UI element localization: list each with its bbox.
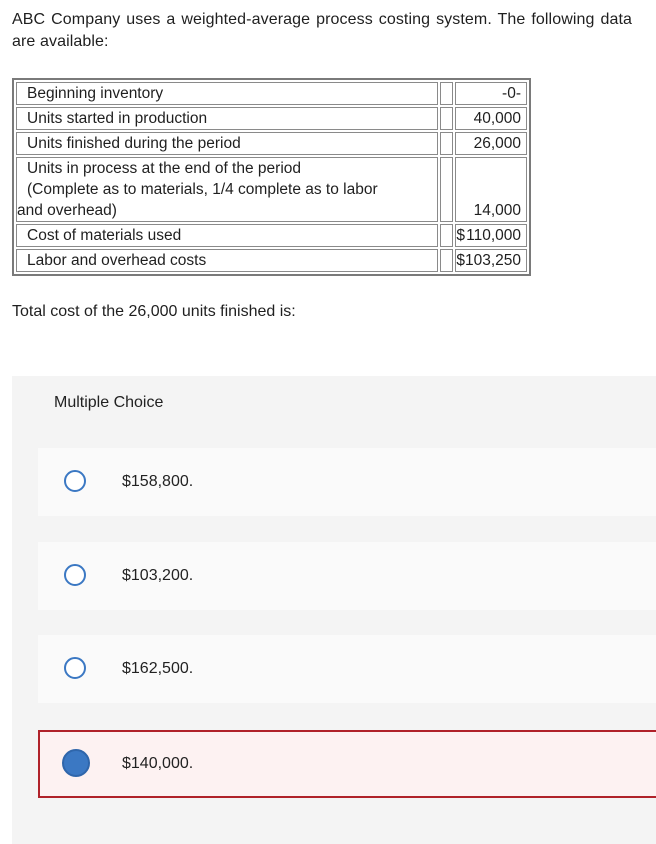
- table-row: [16, 249, 527, 272]
- currency-symbol: $: [456, 252, 465, 269]
- question-text: ABC Company uses a weighted-average process costing system. The following data are available:: [12, 11, 632, 50]
- row-label: Units started in production: [16, 107, 438, 130]
- table-row: [16, 224, 527, 247]
- row-value: -0-: [455, 82, 527, 105]
- row-label: Cost of materials used: [16, 224, 438, 247]
- question-prompt: Total cost of the 26,000 units finished is:: [12, 303, 296, 320]
- choice-option-a[interactable]: [38, 448, 656, 516]
- table-row: [16, 132, 527, 155]
- multiple-choice-title: Multiple Choice: [54, 394, 164, 411]
- row-value: $ 110,000: [455, 224, 527, 247]
- choice-option-b[interactable]: [38, 542, 656, 610]
- table-row: [16, 107, 527, 130]
- row-value: 26,000: [455, 132, 527, 155]
- choice-label: $103,200.: [122, 567, 194, 584]
- radio-button-icon[interactable]: [64, 564, 86, 586]
- data-table: [12, 78, 531, 276]
- choice-option-d-selected[interactable]: [38, 730, 656, 798]
- choice-label: $140,000.: [122, 755, 194, 772]
- table-row: [16, 82, 527, 105]
- table-row: [16, 157, 527, 222]
- row-value: 14,000: [455, 157, 527, 222]
- row-label: Units finished during the period: [16, 132, 438, 155]
- choice-option-c[interactable]: [38, 635, 656, 703]
- row-label: Beginning inventory: [16, 82, 438, 105]
- choice-label: $158,800.: [122, 473, 194, 490]
- row-value: $ 103,250: [455, 249, 527, 272]
- radio-button-icon[interactable]: [64, 470, 86, 492]
- row-label: Units in process at the end of the period (Complete as to materials, 1/4 complete as to labor and overhead): [16, 157, 438, 222]
- choice-label: $162,500.: [122, 660, 194, 677]
- currency-symbol: $: [456, 227, 465, 244]
- row-value: 40,000: [455, 107, 527, 130]
- row-label: Labor and overhead costs: [16, 249, 438, 272]
- radio-button-selected-icon[interactable]: [62, 749, 90, 777]
- multiple-choice-panel: [12, 376, 656, 844]
- radio-button-icon[interactable]: [64, 657, 86, 679]
